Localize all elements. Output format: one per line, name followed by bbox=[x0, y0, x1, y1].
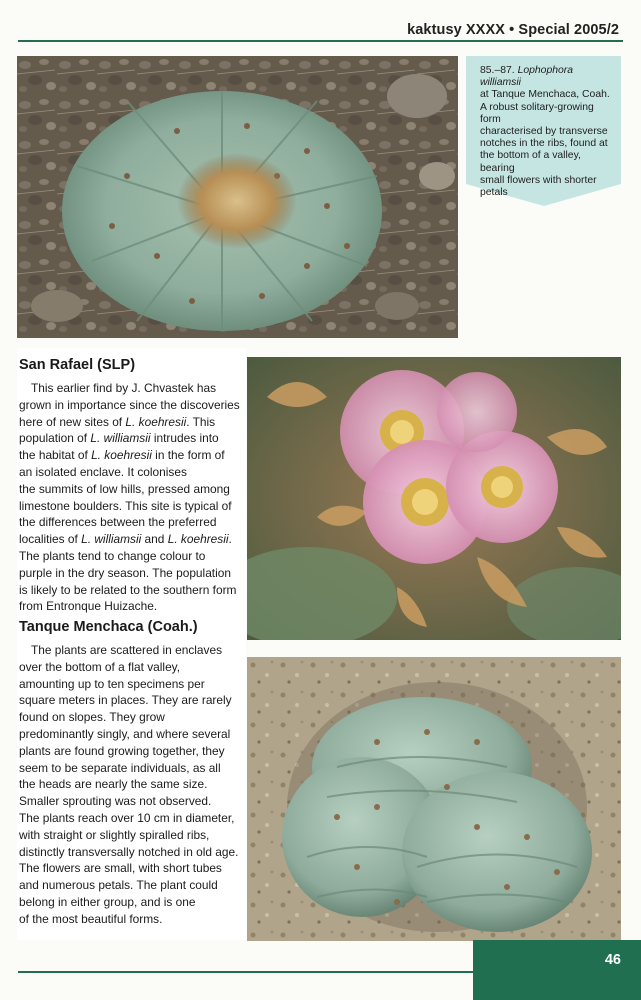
species-name: L. williamsii bbox=[81, 532, 142, 547]
body-line: distinctly transversally notched in old age. bbox=[19, 844, 239, 859]
caption-line: A robust solitary-growing form bbox=[480, 101, 594, 125]
body-line: in the form of bbox=[151, 448, 225, 463]
page-number: 46 bbox=[604, 952, 621, 968]
species-name: L. koehresii bbox=[167, 532, 229, 547]
figure-caption bbox=[466, 56, 621, 206]
body-line: and bbox=[141, 532, 168, 547]
caption-line: characterised by transverse bbox=[480, 126, 608, 138]
photo-lophophora-flowers bbox=[247, 357, 621, 640]
body-line: limestone boulders. This site is typical of bbox=[19, 498, 232, 513]
caption-species: Lophophora williamsii bbox=[480, 65, 574, 89]
body-line: of the most beautiful forms. bbox=[19, 911, 163, 926]
body-line: . This bbox=[186, 414, 216, 429]
body-line: The plants reach over 10 cm in diameter, bbox=[19, 810, 235, 825]
header-rule bbox=[18, 40, 623, 42]
body-line: square meters in places. They are rarely bbox=[19, 693, 232, 708]
body-line: the summits of low hills, pressed among bbox=[19, 481, 230, 496]
page-number-tab bbox=[473, 940, 641, 1000]
caption-line: at Tanque Menchaca, Coah. bbox=[480, 89, 610, 101]
body-line: . bbox=[228, 532, 232, 547]
body-line: here of new sites of bbox=[19, 414, 126, 429]
body-line: the differences between the preferred bbox=[19, 515, 217, 530]
caption-line: small flowers with shorter bbox=[480, 174, 597, 186]
species-name: L. koehresii bbox=[91, 448, 152, 463]
body-line: Smaller sprouting was not observed. bbox=[19, 794, 212, 809]
body-line: and numerous petals. The plant could bbox=[19, 878, 218, 893]
caption-line: notches in the ribs, found at bbox=[480, 138, 608, 150]
section-body-san-rafael bbox=[19, 380, 245, 615]
body-line: with straight or slightly spiralled ribs, bbox=[19, 827, 210, 842]
body-line: The plants are scattered in enclaves bbox=[31, 643, 223, 657]
body-line: amounting up to ten specimens per bbox=[19, 676, 205, 691]
body-line: grown in importance since the discoveries bbox=[19, 397, 240, 412]
body-line: seem to be separate individuals, as all bbox=[19, 760, 221, 775]
caption-line: the bottom of a valley, bearing bbox=[480, 150, 581, 174]
running-header: kaktusy XXXX • Special 2005/2 bbox=[407, 22, 619, 38]
body-line: intrudes into bbox=[150, 431, 219, 446]
body-line: the heads are nearly the same size. bbox=[19, 777, 208, 792]
section-heading-tanque-menchaca: Tanque Menchaca (Coah.) bbox=[19, 619, 198, 635]
body-line: an isolated enclave. It colonises bbox=[19, 464, 187, 479]
section-body-tanque-menchaca bbox=[19, 642, 245, 928]
body-line: predominantly singly, and where several bbox=[19, 726, 231, 741]
body-line: belong in either group, and is one bbox=[19, 894, 196, 909]
section-heading-san-rafael: San Rafael (SLP) bbox=[19, 357, 136, 373]
body-line: plants are found growing together, they bbox=[19, 743, 225, 758]
body-line: over the bottom of a flat valley, bbox=[19, 659, 181, 674]
body-line: from Entronque Huizache. bbox=[19, 599, 158, 614]
footer-rule bbox=[18, 971, 473, 973]
body-line: purple in the dry season. The population bbox=[19, 565, 231, 580]
species-name: L. koehresii bbox=[125, 414, 187, 429]
body-line: is likely to be related to the southern form bbox=[19, 582, 237, 597]
body-line: The flowers are small, with short tubes bbox=[19, 861, 222, 876]
body-line: localities of bbox=[19, 532, 82, 547]
body-line: found on slopes. They grow bbox=[19, 710, 165, 725]
body-line: This earlier find by J. Chvastek has bbox=[31, 381, 217, 395]
body-line: The plants tend to change colour to bbox=[19, 548, 206, 563]
body-line: population of bbox=[19, 431, 91, 446]
body-line: the habitat of bbox=[19, 448, 92, 463]
species-name: L. williamsii bbox=[90, 431, 151, 446]
photo-lophophora-cluster bbox=[247, 657, 621, 941]
caption-number: 85.–87. bbox=[480, 65, 515, 76]
photo-lophophora-single bbox=[17, 56, 458, 338]
caption-line: petals bbox=[480, 187, 508, 199]
